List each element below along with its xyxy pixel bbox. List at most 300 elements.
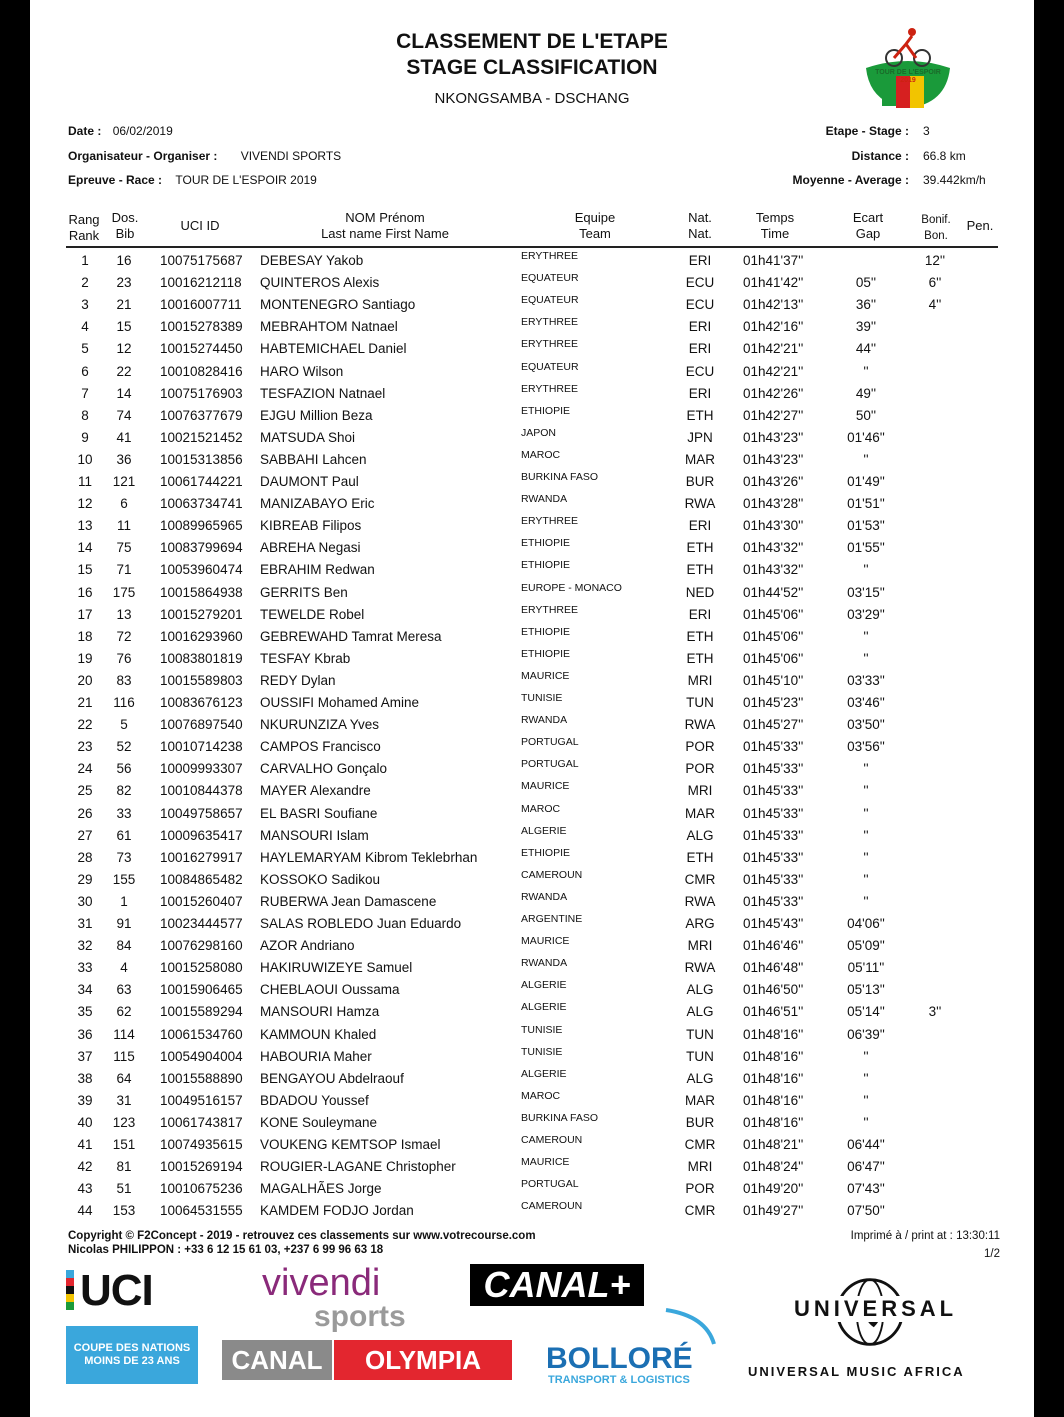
cell-gap: 03'46'' xyxy=(847,695,885,710)
cell-uci-id: 10084865482 xyxy=(160,871,243,887)
results-sheet xyxy=(30,0,1034,1417)
cell-gap: 01'46'' xyxy=(847,429,885,445)
cell-rank: 35 xyxy=(77,1004,93,1020)
cell-bib: 56 xyxy=(116,761,132,777)
cell-uci-id: 10076897540 xyxy=(160,717,243,733)
cell-team: ALGERIE xyxy=(521,979,567,992)
cell-rank: 32 xyxy=(77,938,93,954)
cell-bib: 81 xyxy=(116,1159,132,1175)
cell-rider-name: CARVALHO Gonçalo xyxy=(260,761,388,777)
distance-label: Distance : xyxy=(851,149,909,163)
cell-nationality: ALG xyxy=(686,1070,714,1086)
cell-gap: '' xyxy=(863,761,869,777)
cell-rank: 20 xyxy=(77,672,93,688)
cell-uci-id: 10015278389 xyxy=(160,319,243,335)
cell-rank: 3 xyxy=(81,297,89,313)
cell-team: PORTUGAL xyxy=(521,736,579,749)
cell-team: TUNISIE xyxy=(521,692,563,704)
cell-team: PORTUGAL xyxy=(521,758,579,771)
cell-rank: 39 xyxy=(77,1092,93,1108)
cell-time: 01h45'06'' xyxy=(743,606,804,622)
cell-rank: 24 xyxy=(77,761,93,777)
table-row xyxy=(30,1155,1034,1177)
cell-nationality: RWA xyxy=(684,960,716,976)
bollore-logo: BOLLORÉ TRANSPORT & LOGISTICS xyxy=(546,1306,726,1386)
cell-rider-name: NKURUNZIZA Yves xyxy=(260,717,380,733)
cell-time: 01h43'23'' xyxy=(743,429,804,445)
cell-uci-id: 10074935615 xyxy=(160,1137,243,1152)
table-row xyxy=(30,824,1034,846)
cell-time: 01h43'26'' xyxy=(743,474,804,489)
cell-rank: 11 xyxy=(77,474,92,489)
cell-bib: 21 xyxy=(116,297,132,313)
cell-nationality: ECU xyxy=(685,363,715,379)
cell-nationality: ETH xyxy=(686,407,714,423)
cell-nationality: TUN xyxy=(686,1026,714,1042)
cell-nationality: MRI xyxy=(687,783,713,799)
cell-gap: 36'' xyxy=(855,297,877,313)
cell-time: 01h45'33'' xyxy=(743,893,804,909)
cell-time: 01h42'26'' xyxy=(743,385,804,401)
cell-gap: 03'29'' xyxy=(847,606,885,622)
table-row xyxy=(30,337,1034,359)
cell-rank: 22 xyxy=(77,717,93,733)
canal-plus-logo: CANAL+ xyxy=(470,1264,644,1306)
cell-rank: 1 xyxy=(81,253,89,268)
cell-bib: 31 xyxy=(116,1092,132,1108)
cell-rider-name: HAYLEMARYAM Kibrom Teklebrhan xyxy=(260,849,478,865)
cell-rider-name: GERRITS Ben xyxy=(260,584,348,600)
table-row xyxy=(30,890,1034,912)
cell-rider-name: KONE Souleymane xyxy=(260,1114,378,1130)
cell-rider-name: MAYER Alexandre xyxy=(260,783,371,799)
cell-uci-id: 10015258080 xyxy=(160,960,243,976)
cell-team: CAMEROUN xyxy=(521,1200,583,1213)
tour-de-lespoir-logo xyxy=(856,24,960,110)
cell-uci-id: 10015588890 xyxy=(160,1070,243,1086)
cell-nationality: ETH xyxy=(686,540,714,556)
cell-uci-id: 10061744221 xyxy=(160,474,243,489)
cell-time: 01h48'16'' xyxy=(743,1048,804,1064)
cell-rank: 33 xyxy=(77,960,93,976)
cell-time: 01h45'23'' xyxy=(743,695,804,710)
cell-bib: 36 xyxy=(116,451,132,467)
average-value: 39.442km/h xyxy=(923,173,986,187)
cell-rider-name: TEWELDE Robel xyxy=(260,606,365,622)
cell-time: 01h42'21'' xyxy=(743,341,804,357)
cell-gap: 01'55'' xyxy=(847,540,885,556)
cell-gap: '' xyxy=(863,451,869,467)
cell-time: 01h45'06'' xyxy=(743,628,804,644)
table-row xyxy=(30,735,1034,757)
cell-rank: 29 xyxy=(77,871,93,887)
cell-gap: '' xyxy=(863,849,869,865)
cell-time: 01h45'06'' xyxy=(743,650,804,666)
cell-team: RWANDA xyxy=(521,493,568,506)
col-name: NOM Prénom Last name First Name xyxy=(321,210,449,241)
cell-gap: 06'44'' xyxy=(847,1137,885,1152)
col-time: Temps Time xyxy=(755,210,795,241)
cell-bib: 91 xyxy=(116,916,132,931)
cell-uci-id: 10053960474 xyxy=(160,562,243,578)
cell-uci-id: 10083801819 xyxy=(160,650,243,666)
cell-bib: 71 xyxy=(116,562,132,578)
cell-nationality: ALG xyxy=(686,1004,714,1020)
date-field: Date : 06/02/2019 xyxy=(68,124,173,138)
cell-nationality: CMR xyxy=(684,1203,716,1219)
cell-rider-name: EBRAHIM Redwan xyxy=(260,562,375,578)
cell-team: CAMEROUN xyxy=(521,1134,583,1146)
cell-uci-id: 10015269194 xyxy=(160,1159,243,1175)
cell-gap: 49'' xyxy=(855,385,877,401)
table-row xyxy=(30,1000,1034,1022)
cell-rank: 19 xyxy=(77,650,93,666)
cell-gap: '' xyxy=(863,805,869,821)
cell-bib: 114 xyxy=(113,1026,135,1042)
cell-bib: 62 xyxy=(116,1004,132,1020)
table-row xyxy=(30,293,1034,315)
cell-team: ETHIOPIE xyxy=(521,846,571,859)
table-row xyxy=(30,779,1034,801)
cell-time: 01h41'37'' xyxy=(743,253,804,268)
cell-team: TUNISIE xyxy=(521,1023,563,1036)
cell-nationality: POR xyxy=(685,739,715,755)
cell-gap: 05'09'' xyxy=(847,938,885,954)
table-row xyxy=(30,868,1034,890)
cell-uci-id: 10010844378 xyxy=(160,783,243,799)
cell-nationality: ALG xyxy=(686,982,714,998)
cell-gap: 01'53'' xyxy=(847,518,885,534)
cell-rider-name: HAKIRUWIZEYE Samuel xyxy=(260,960,413,976)
cell-gap: '' xyxy=(863,783,869,799)
cell-bib: 82 xyxy=(116,783,132,799)
cell-uci-id: 10054904004 xyxy=(160,1048,243,1064)
cell-rider-name: KIBREAB Filipos xyxy=(260,518,362,534)
cell-gap: 07'43'' xyxy=(847,1181,885,1197)
cell-gap: 05'14'' xyxy=(847,1004,885,1020)
page-title-fr: CLASSEMENT DE L'ETAPE xyxy=(396,30,668,53)
cell-gap: 03'15'' xyxy=(847,584,885,600)
cell-team: ERYTHREE xyxy=(521,603,578,616)
table-row xyxy=(30,846,1034,868)
cell-gap: '' xyxy=(863,1092,869,1108)
vivendi-sports-logo: vivendi sports xyxy=(262,1262,406,1333)
table-row xyxy=(30,1089,1034,1111)
cell-rank: 10 xyxy=(77,451,93,467)
table-row xyxy=(30,271,1034,293)
cell-rider-name: TESFAZION Natnael xyxy=(260,385,386,401)
average-label: Moyenne - Average : xyxy=(792,173,909,187)
printed-at: Imprimé à / print at : 13:30:11 xyxy=(850,1230,1000,1242)
cell-gap: 01'51'' xyxy=(847,496,885,512)
cell-team: ERYTHREE xyxy=(521,338,578,351)
cell-gap: 04'06'' xyxy=(847,916,885,931)
table-row xyxy=(30,426,1034,448)
cell-bib: 52 xyxy=(116,739,132,755)
table-row xyxy=(30,382,1034,404)
cell-bib: 175 xyxy=(112,584,136,600)
cell-team: MAURICE xyxy=(521,935,570,948)
cell-bib: 73 xyxy=(116,849,132,865)
cell-rank: 21 xyxy=(77,695,93,710)
cell-time: 01h43'32'' xyxy=(743,562,804,578)
cell-bib: 121 xyxy=(112,474,136,489)
cell-uci-id: 10016279917 xyxy=(160,849,243,865)
cell-uci-id: 10049758657 xyxy=(160,805,243,821)
cell-team: MAURICE xyxy=(521,780,570,793)
cell-nationality: MRI xyxy=(687,1159,713,1175)
svg-text:TOUR DE L'ESPOIR: TOUR DE L'ESPOIR xyxy=(875,69,941,76)
cell-bib: 155 xyxy=(112,871,136,887)
cell-uci-id: 10010675236 xyxy=(160,1181,243,1197)
cell-bib: 153 xyxy=(112,1203,136,1219)
cell-uci-id: 10089965965 xyxy=(160,518,243,534)
cell-uci-id: 10015260407 xyxy=(160,893,243,909)
page-title-en: STAGE CLASSIFICATION xyxy=(406,56,658,79)
table-row xyxy=(30,647,1034,669)
cell-nationality: CMR xyxy=(684,1137,716,1152)
cell-time: 01h48'16'' xyxy=(743,1070,804,1086)
distance-value: 66.8 km xyxy=(923,149,966,163)
cell-uci-id: 10064531555 xyxy=(160,1203,243,1219)
cell-time: 01h48'21'' xyxy=(743,1137,804,1152)
cell-team: ARGENTINE xyxy=(521,913,583,925)
cell-uci-id: 10061743817 xyxy=(160,1114,243,1130)
cell-bib: 75 xyxy=(116,540,132,556)
stage-value: 3 xyxy=(923,124,930,138)
cell-rank: 43 xyxy=(77,1181,93,1197)
cell-nationality: CMR xyxy=(684,871,716,887)
cell-nationality: ERI xyxy=(688,385,712,401)
cell-bib: 51 xyxy=(116,1181,132,1197)
table-row xyxy=(30,603,1034,625)
cell-time: 01h45'33'' xyxy=(743,761,804,777)
cell-gap: 03'50'' xyxy=(847,717,885,733)
cell-bib: 84 xyxy=(116,938,132,954)
cell-time: 01h44'52'' xyxy=(743,584,804,600)
table-row xyxy=(30,448,1034,470)
cell-bib: 64 xyxy=(116,1070,132,1086)
cell-rider-name: BDADOU Youssef xyxy=(260,1092,369,1108)
cell-time: 01h48'16'' xyxy=(743,1092,804,1108)
cell-team: ETHIOPIE xyxy=(521,647,571,660)
cell-rank: 16 xyxy=(77,584,93,600)
cell-time: 01h42'21'' xyxy=(743,363,804,379)
cell-team: MAROC xyxy=(521,448,561,461)
cell-time: 01h45'33'' xyxy=(743,805,804,821)
cell-uci-id: 10083676123 xyxy=(160,695,243,710)
table-row xyxy=(30,625,1034,647)
cell-bib: 76 xyxy=(116,650,132,666)
cell-bonus: 4'' xyxy=(928,297,942,313)
cell-nationality: ECU xyxy=(685,275,715,291)
cell-nationality: ERI xyxy=(688,319,712,335)
cell-rider-name: GEBREWAHD Tamrat Meresa xyxy=(260,628,442,644)
cell-nationality: MRI xyxy=(687,938,713,954)
cell-nationality: ETH xyxy=(686,650,714,666)
cell-nationality: ETH xyxy=(686,562,714,578)
cell-rank: 25 xyxy=(77,783,93,799)
cell-team: ALGERIE xyxy=(521,1067,567,1080)
cell-nationality: ERI xyxy=(688,606,712,622)
cell-rider-name: MONTENEGRO Santiago xyxy=(260,297,416,313)
cell-uci-id: 10083799694 xyxy=(160,540,243,556)
cell-gap: '' xyxy=(863,1048,869,1064)
col-uci: UCI ID xyxy=(180,218,220,233)
cell-gap: 39'' xyxy=(855,319,877,335)
stage-route: NKONGSAMBA - DSCHANG xyxy=(434,90,630,107)
cell-rank: 38 xyxy=(77,1070,93,1086)
cell-time: 01h42'27'' xyxy=(743,407,804,423)
cell-team: RWANDA xyxy=(521,890,568,903)
race-field: Epreuve - Race : TOUR DE L'ESPOIR 2019 xyxy=(68,173,317,187)
cell-uci-id: 10009635417 xyxy=(160,827,243,843)
cell-gap: '' xyxy=(863,827,869,843)
table-row xyxy=(30,536,1034,558)
cell-gap: 05'13'' xyxy=(847,982,885,998)
cell-gap: '' xyxy=(863,871,869,887)
cell-time: 01h45'27'' xyxy=(743,717,804,733)
cell-uci-id: 10015864938 xyxy=(160,584,243,600)
cell-team: MAURICE xyxy=(521,669,570,682)
table-row xyxy=(30,360,1034,382)
universal-music-logo: UNIVERSAL UNIVERSAL MUSIC AFRICA xyxy=(742,1274,1002,1384)
cell-rank: 40 xyxy=(77,1114,93,1130)
cell-bib: 61 xyxy=(116,827,132,843)
cell-rank: 31 xyxy=(77,916,93,931)
uci-logo: UCI COUPE DES NATIONS MOINS DE 23 ANS xyxy=(66,1266,196,1384)
cell-rider-name: OUSSIFI Mohamed Amine xyxy=(260,695,420,710)
cell-rank: 9 xyxy=(81,429,89,445)
table-row xyxy=(30,669,1034,691)
cell-time: 01h45'33'' xyxy=(743,849,804,865)
cell-gap: '' xyxy=(863,650,869,666)
cell-team: ETHIOPIE xyxy=(521,625,571,638)
table-row xyxy=(30,1045,1034,1067)
cell-team: MAROC xyxy=(521,802,561,815)
cell-uci-id: 10016293960 xyxy=(160,628,243,644)
table-row xyxy=(30,1177,1034,1199)
cell-team: ERYTHREE xyxy=(521,250,578,262)
cell-nationality: MAR xyxy=(685,1092,715,1108)
col-nat: Nat. Nat. xyxy=(688,210,712,241)
cell-uci-id: 10076377679 xyxy=(160,407,243,423)
cell-rank: 41 xyxy=(77,1137,93,1152)
cell-team: ALGERIE xyxy=(521,824,567,837)
cell-team: ERYTHREE xyxy=(521,515,578,528)
cell-nationality: ETH xyxy=(686,849,714,865)
cell-nationality: ETH xyxy=(686,628,714,644)
cell-nationality: MAR xyxy=(685,805,715,821)
cell-time: 01h43'30'' xyxy=(743,518,804,534)
cell-rank: 12 xyxy=(77,496,93,512)
cell-rider-name: KOSSOKO Sadikou xyxy=(260,871,381,887)
cell-uci-id: 10063734741 xyxy=(160,496,243,512)
cell-rider-name: DAUMONT Paul xyxy=(260,474,359,489)
copyright: Copyright © F2Concept - 2019 - retrouvez ces classements sur www.votrecourse.com xyxy=(68,1230,536,1242)
cell-rider-name: MEBRAHTOM Natnael xyxy=(260,319,398,335)
cell-rider-name: ABREHA Negasi xyxy=(260,540,361,556)
cell-nationality: ARG xyxy=(685,916,715,931)
table-row xyxy=(30,912,1034,934)
cell-rank: 42 xyxy=(77,1159,93,1175)
cell-nationality: BUR xyxy=(685,474,715,489)
cell-uci-id: 10015906465 xyxy=(160,982,243,998)
cell-bib: 116 xyxy=(113,695,135,710)
cell-time: 01h43'23'' xyxy=(743,451,804,467)
cell-rank: 23 xyxy=(77,739,93,755)
cell-team: RWANDA xyxy=(521,714,568,727)
cell-rider-name: KAMDEM FODJO Jordan xyxy=(260,1203,414,1219)
sponsor-strip xyxy=(30,1258,1034,1398)
table-row xyxy=(30,1111,1034,1133)
cell-bib: 16 xyxy=(116,253,132,268)
cell-uci-id: 10010714238 xyxy=(160,739,243,755)
table-row xyxy=(30,315,1034,337)
cell-gap: 44'' xyxy=(855,341,877,357)
svg-text:2019: 2019 xyxy=(900,77,916,84)
header-divider xyxy=(66,246,998,248)
table-row xyxy=(30,934,1034,956)
cell-team: PORTUGAL xyxy=(521,1178,579,1191)
cell-team: EQUATEUR xyxy=(521,360,579,373)
cell-team: BURKINA FASO xyxy=(521,1111,599,1124)
cell-rank: 37 xyxy=(77,1048,93,1064)
cell-rider-name: HARO Wilson xyxy=(260,363,344,379)
table-row xyxy=(30,1199,1034,1221)
cell-uci-id: 10016212118 xyxy=(160,275,242,291)
contact: Nicolas PHILIPPON : +33 6 12 15 61 03, +237 6 99 96 63 18 xyxy=(68,1244,384,1256)
cell-uci-id: 10015274450 xyxy=(160,341,243,357)
cell-time: 01h42'13'' xyxy=(743,297,804,313)
cell-rider-name: VOUKENG KEMTSOP Ismael xyxy=(260,1137,441,1152)
cell-rank: 36 xyxy=(77,1026,93,1042)
cell-rank: 34 xyxy=(77,982,93,998)
cell-rider-name: MANSOURI Hamza xyxy=(260,1004,380,1020)
cell-time: 01h43'28'' xyxy=(743,496,804,512)
cell-bib: 123 xyxy=(112,1114,136,1130)
cell-bib: 11 xyxy=(116,518,131,534)
cell-time: 01h46'48'' xyxy=(743,960,804,976)
cell-bib: 74 xyxy=(116,407,132,423)
cell-team: ERYTHREE xyxy=(521,382,578,395)
cell-gap: 05'' xyxy=(855,275,877,291)
cell-team: BURKINA FASO xyxy=(521,471,599,483)
cell-gap: 06'39'' xyxy=(847,1026,885,1042)
cell-time: 01h48'24'' xyxy=(743,1159,804,1175)
cell-uci-id: 10021521452 xyxy=(160,429,243,445)
cell-bib: 33 xyxy=(116,805,132,821)
table-row xyxy=(30,1023,1034,1045)
cell-rank: 15 xyxy=(77,562,93,578)
cell-uci-id: 10015589294 xyxy=(160,1004,243,1020)
cell-bib: 1 xyxy=(120,893,128,909)
cell-time: 01h45'43'' xyxy=(743,916,804,931)
cell-rider-name: AZOR Andriano xyxy=(260,938,355,954)
cell-gap: '' xyxy=(863,1070,869,1086)
col-pen: Pen. xyxy=(966,218,994,233)
cell-rider-name: REDY Dylan xyxy=(260,672,336,688)
col-gap: Ecart Gap xyxy=(852,210,884,241)
cell-time: 01h45'33'' xyxy=(743,871,804,887)
cell-gap: 05'11'' xyxy=(847,960,885,976)
bollore-swoosh-icon xyxy=(546,1306,726,1346)
cell-gap: '' xyxy=(863,1114,869,1130)
cell-rider-name: CAMPOS Francisco xyxy=(260,739,381,755)
cell-nationality: POR xyxy=(685,1181,715,1197)
cell-rank: 13 xyxy=(77,518,93,534)
cell-gap: '' xyxy=(863,893,869,909)
